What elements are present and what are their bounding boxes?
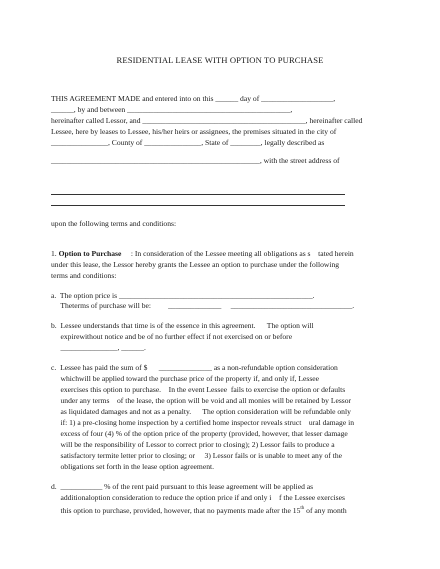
section-1-line-3: terms and conditions: xyxy=(51,271,117,280)
clause-c-line-7: excess of four (4) % of the option price of the property (provided, however, that lesser damage xyxy=(51,429,348,438)
intro-line-5: _______________, County of _______________, State of ________, legally described as xyxy=(51,138,325,147)
clause-c-line-5: as liquidated damages and not as a penalty. The option consideration will be refundable only xyxy=(51,407,351,416)
intro-line-3: hereinafter called Lessor, and ___________________________________________, hereinafter called xyxy=(51,116,363,125)
clause-c-line-8: will be the responsibility of Lessor to correct prior to closing); 2) Lessor fails to produce a xyxy=(51,440,335,449)
intro-line-6: _______________________________________________________, with the street address of xyxy=(51,156,340,165)
clause-a-line-2: Theterms of purchase will be: ______________ ________________________________. xyxy=(51,301,355,310)
clause-a-line-1: a. The option price is ___________________________________________________. xyxy=(51,291,315,300)
clause-b-line-1: b. Lessee understands that time is of the essence in this agreement. The option will xyxy=(51,321,314,330)
clause-d-text-3-end: of any month xyxy=(304,506,347,515)
clause-d-line-2: additionaloption consideration to reduce the option price if and only i f the Lessee exercises xyxy=(51,493,345,502)
section-number: 1. xyxy=(51,249,57,258)
clause-c-line-10: obligations set forth in the lease option agreement. xyxy=(51,462,215,471)
section-1-line-2: under this lease, the Lessor hereby grants the Lessee an option to purchase under the following xyxy=(51,260,340,269)
clause-b-line-2: expirewithout notice and be of no further effect if not exercised on or before xyxy=(51,332,293,341)
blank-address-line-1 xyxy=(51,194,345,195)
blank-address-line-2 xyxy=(51,205,345,206)
clause-c-line-3: exercises this option to purchase. In the event Lessee fails to exercise the option or defaults xyxy=(51,385,346,394)
terms-intro: upon the following terms and conditions: xyxy=(51,219,177,228)
ordinal-suffix: th xyxy=(300,506,305,511)
clause-d-line-1: d. ___________ % of the rent paid pursuant to this lease agreement will be applied as xyxy=(51,482,314,491)
clause-c-line-4: under any terms of the lease, the option will be void and all monies will be retained by Lessor xyxy=(51,396,352,405)
clause-c-line-1: c. Lessee has paid the sum of $ ______________ as a non-refundable option consideration xyxy=(51,363,338,372)
section-1-line-1 xyxy=(51,249,354,259)
document-title: RESIDENTIAL LEASE WITH OPTION TO PURCHASE xyxy=(116,55,324,65)
clause-b-line-3: _______________, ______. xyxy=(51,343,146,352)
section-1-text-1: : In consideration of the Lessee meeting all obligations as s tated herein xyxy=(121,249,354,258)
clause-d-line-3 xyxy=(51,504,347,516)
section-heading: Option to Purchase xyxy=(58,249,122,258)
intro-line-2: ______, by and between ___________________________________________, xyxy=(51,105,293,114)
intro-line-1: THIS AGREEMENT MADE and entered into on this ______ day of ___________________, xyxy=(51,94,336,103)
clause-c-line-9: satisfactory termite letter prior to closing; or 3) Lessor fails or is unable to meet any of the xyxy=(51,451,343,460)
clause-c-line-2: whichwill be applied toward the purchase price of the property if, and only if, Lessee xyxy=(51,374,320,383)
clause-d-text-3: this option to purchase, provided, however, that no payments made after the 15 xyxy=(51,506,301,515)
clause-c-line-6: if: 1) a pre-closing home inspection by a certified home inspector reveals struct ural damage in xyxy=(51,418,355,427)
intro-line-4: Lessee, here by leases to Lessee, his/her heirs or assignees, the premises situated in the city of xyxy=(51,127,337,136)
